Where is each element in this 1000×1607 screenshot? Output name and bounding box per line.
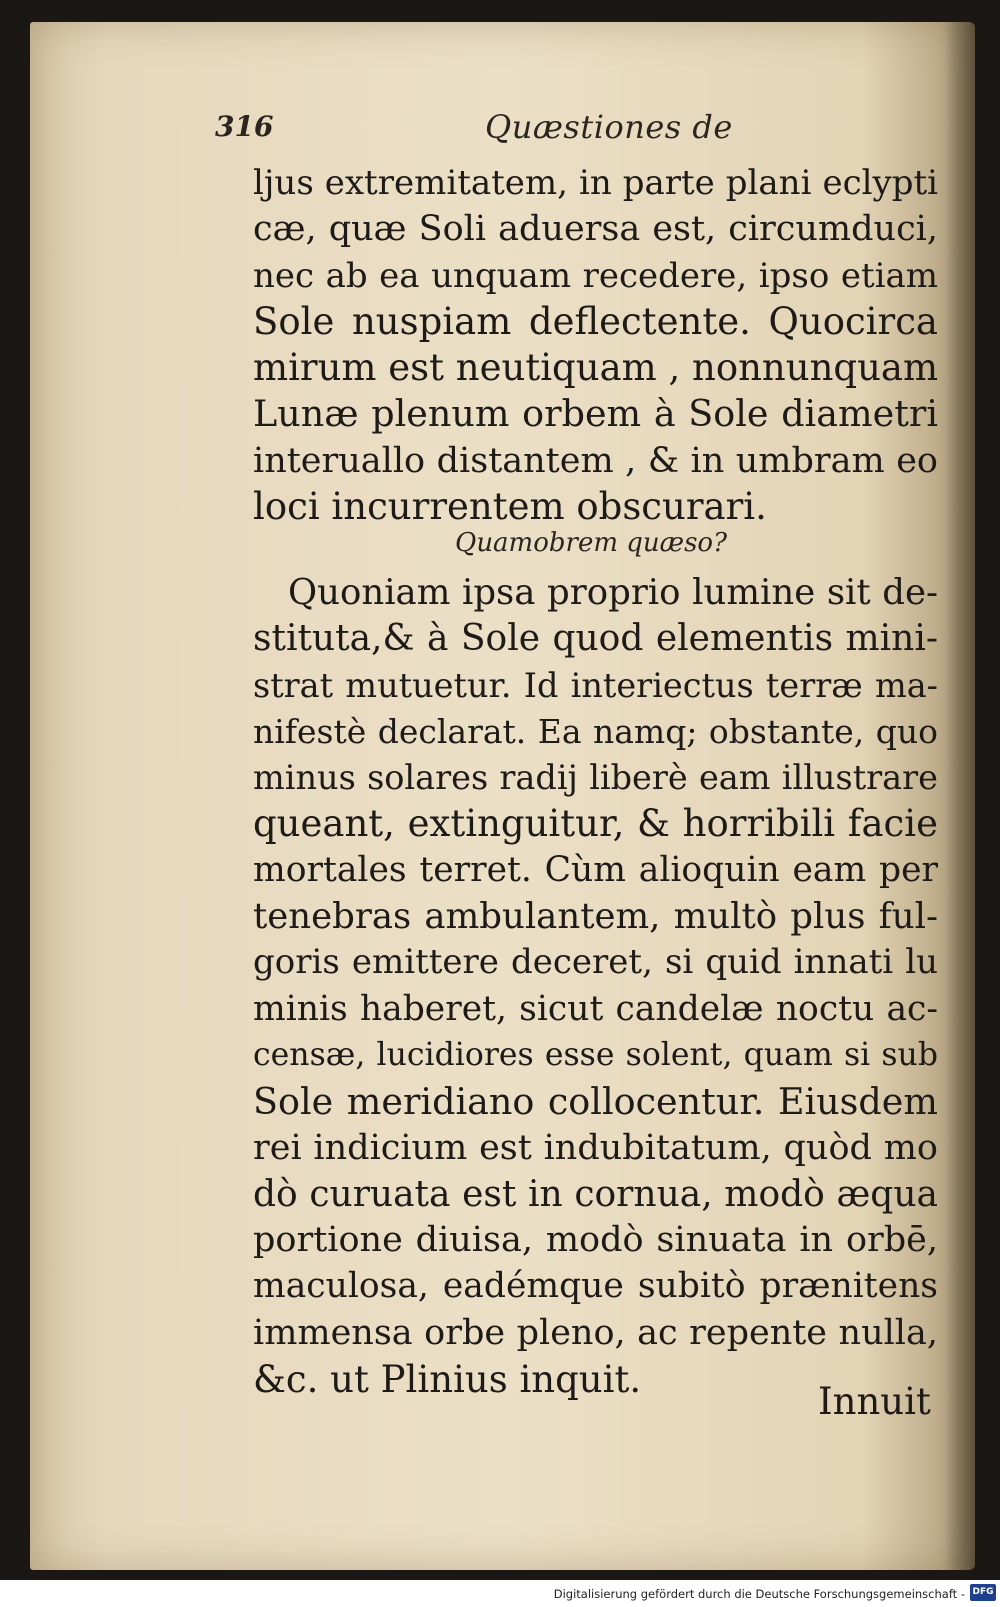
text-line: censæ, lucidiores esse solent, quam si sub — [253, 1036, 938, 1073]
text-line: stituta,& à Sole quod elementis mini- — [253, 618, 938, 660]
text-line: interuallo distantem , & in umbram eo — [253, 440, 938, 481]
running-title: Quæstiones de — [485, 108, 733, 146]
text-line: goris emittere deceret, si quid innati lu — [253, 942, 938, 983]
section-subheading: Quamobrem quæso? — [455, 528, 728, 558]
paragraph-2 — [253, 570, 938, 1403]
text-line: Sole meridiano collocentur. Eiusdem — [253, 1080, 938, 1124]
text-line: cæ, quæ Soli aduersa est, circumduci, — [253, 209, 938, 250]
catchword: Innuit — [818, 1380, 931, 1423]
text-line: loci incurrentem obscurari. — [253, 485, 767, 529]
text-line: Lunæ plenum orbem à Sole diametri — [253, 392, 938, 436]
text-line: queant, extinguitur, & horribili facie — [253, 802, 938, 846]
text-line: minis haberet, sicut candelæ noctu ac- — [253, 988, 938, 1029]
text-line: rei indicium est indubitatum, quòd mo — [253, 1127, 938, 1168]
text-line: Sole nuspiam deflectente. Quocirca — [253, 299, 938, 343]
footer-bar — [0, 1580, 1000, 1607]
text-line: nec ab ea unquam recedere, ipso etiam — [253, 255, 938, 296]
funding-credit: Digitalisierung gefördert durch die Deutsche Forschungsgemeinschaft - — [553, 1587, 965, 1601]
paragraph-1 — [253, 160, 938, 530]
text-line: immensa orbe pleno, ac repente nulla, — [253, 1312, 938, 1353]
text-line: nifestè declarat. Ea namq; obstante, quo — [253, 711, 938, 751]
text-line: mortales terret. Cùm alioquin eam per — [253, 849, 938, 890]
text-line: minus solares radij liberè eam illustrare — [253, 758, 938, 798]
dfg-logo-icon: DFG — [970, 1584, 996, 1601]
text-line: maculosa, eadémque subitò prænitens — [253, 1266, 938, 1307]
text-line: mirum est neutiquam , nonnunquam — [253, 346, 939, 390]
text-line: dò curuata est in cornua, modò æqua — [253, 1173, 938, 1215]
running-header — [215, 108, 935, 158]
text-line: portione diuisa, modò sinuata in orbē, — [253, 1220, 938, 1261]
text-line: strat mutuetur. Id interiectus terræ ma- — [253, 665, 938, 705]
text-line: tenebras ambulantem, multò plus ful- — [253, 896, 938, 938]
text-line: &c. ut Plinius inquit. — [253, 1358, 642, 1402]
text-line: Quoniam ipsa proprio lumine sit de- — [288, 572, 938, 613]
page-number: 316 — [215, 110, 274, 143]
text-line: ljus extremitatem, in parte plani eclypti — [253, 163, 938, 203]
